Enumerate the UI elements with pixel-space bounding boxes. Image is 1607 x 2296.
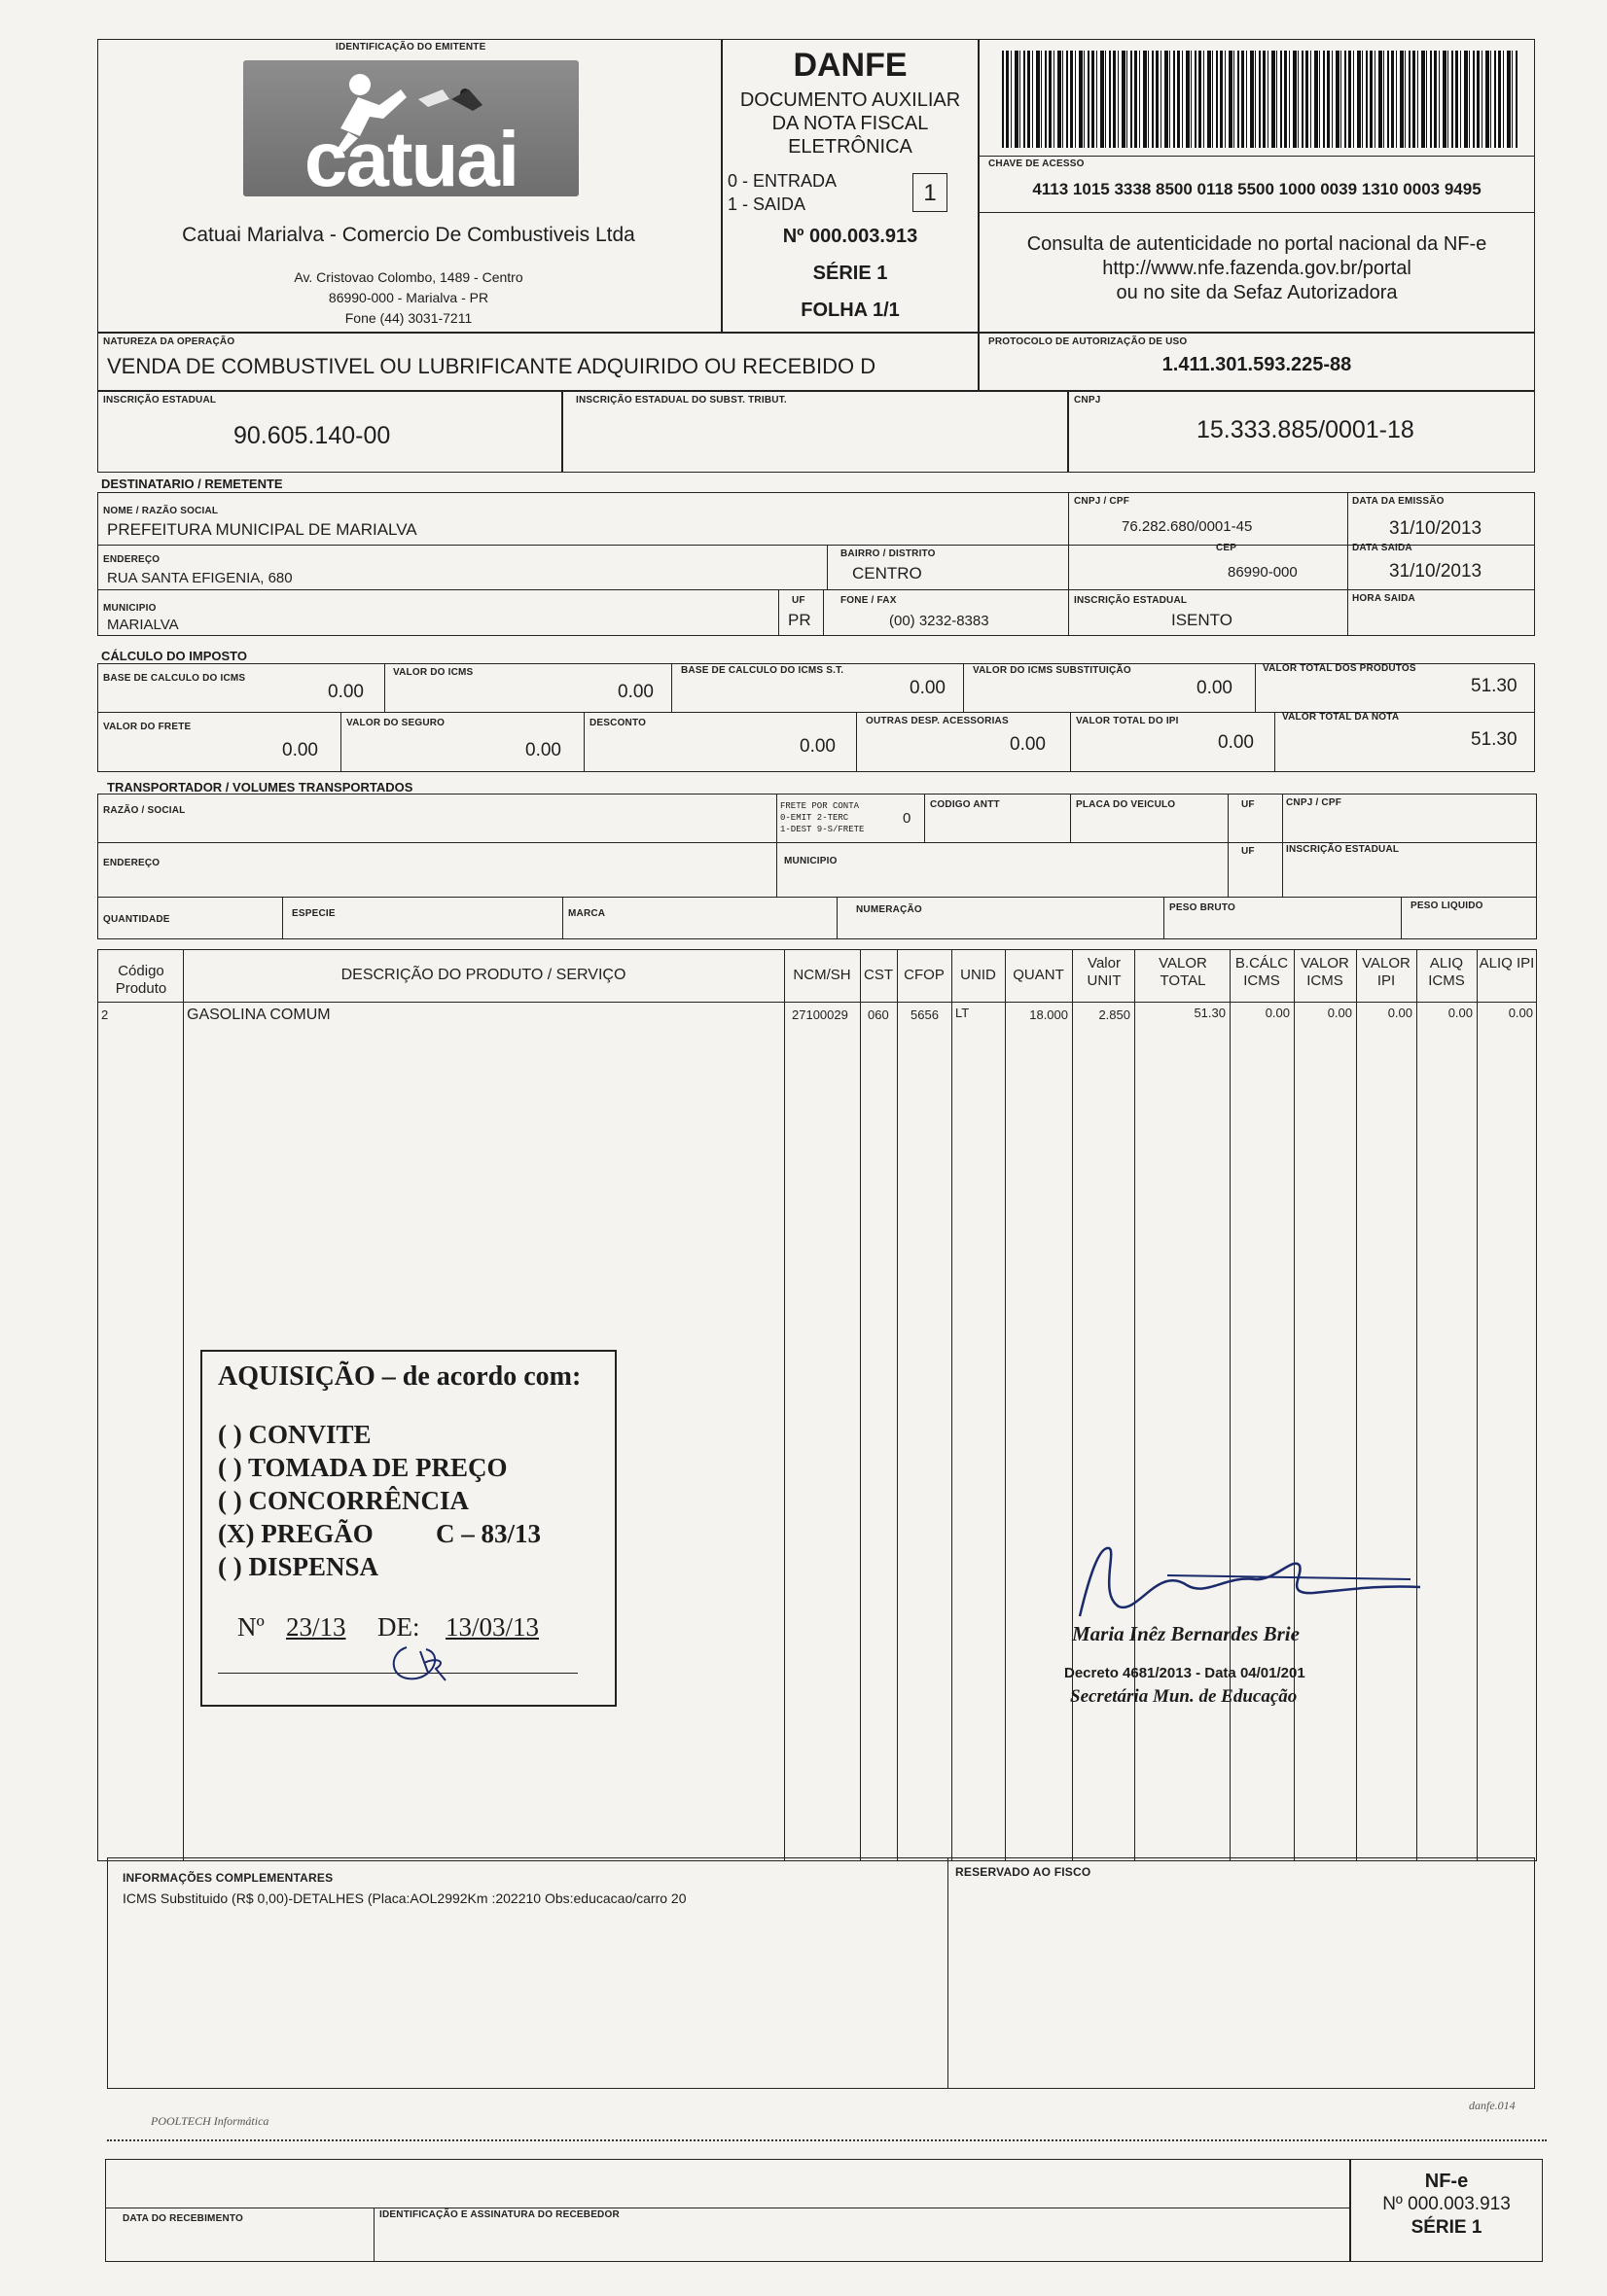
- col-header-vipi: VALOR IPI: [1362, 955, 1411, 989]
- recipient-phone-label: FONE / FAX: [840, 595, 897, 606]
- recipient-cep-label: CEP: [1216, 543, 1237, 553]
- ipi-value: 0.00: [1218, 732, 1254, 753]
- carrier-address-label: ENDEREÇO: [103, 858, 161, 868]
- signature-scribble-icon: [1060, 1537, 1430, 1624]
- recipient-ie-value: ISENTO: [1171, 611, 1232, 629]
- total-products-label: VALOR TOTAL DOS PRODUTOS: [1263, 663, 1416, 674]
- company-logo: [243, 60, 579, 202]
- ie-label: INSCRIÇÃO ESTADUAL: [103, 395, 217, 406]
- access-key-label: CHAVE DE ACESSO: [988, 159, 1085, 169]
- recipient-district-label: BAIRRO / DISTRITO: [840, 548, 936, 559]
- stamp-option-pregao: (X) PREGÃO: [218, 1519, 374, 1548]
- recipient-cnpj-label: CNPJ / CPF: [1074, 496, 1130, 507]
- danfe-subtitle-1: DOCUMENTO AUXILIAR: [739, 89, 961, 111]
- carrier-city-label: MUNICIPIO: [784, 856, 838, 866]
- base-st-value: 0.00: [910, 678, 946, 698]
- receipt-date-label: DATA DO RECEBIMENTO: [123, 2213, 243, 2224]
- nature-label: NATUREZA DA OPERAÇÃO: [103, 336, 235, 347]
- software-mark: POOLTECH Informática: [151, 2114, 269, 2128]
- vehicle-plate-label: PLACA DO VEICULO: [1076, 799, 1176, 810]
- total-note-value: 51.30: [1471, 729, 1518, 750]
- nfe-stub-number: Nº 000.003.913: [1382, 2194, 1511, 2214]
- stamp-pregao-ref: C – 83/13: [436, 1519, 541, 1548]
- item-total: 51.30: [1194, 1006, 1226, 1020]
- exit-date-value: 31/10/2013: [1389, 561, 1482, 582]
- base-icms-value: 0.00: [328, 682, 364, 702]
- carrier-uf-label: UF: [1241, 799, 1255, 810]
- signature-name: Maria Inêz Bernardes Brie: [1072, 1622, 1300, 1645]
- volumes-qty-label: QUANTIDADE: [103, 914, 170, 925]
- item-aliq-ipi: 0.00: [1508, 1006, 1533, 1020]
- icms-value: 0.00: [618, 682, 654, 702]
- col-header-unit: Valor UNIT: [1087, 955, 1122, 989]
- carrier-cnpj-label: CNPJ / CPF: [1286, 797, 1342, 808]
- recipient-city-label: MUNICIPIO: [103, 603, 157, 614]
- recipient-uf-value: PR: [788, 611, 811, 629]
- freight-mode-line1: FRETE POR CONTA: [780, 801, 860, 811]
- item-bc-icms: 0.00: [1265, 1006, 1290, 1020]
- item-ipi: 0.00: [1387, 1006, 1412, 1020]
- exit-date-label: DATA SAIDA: [1352, 543, 1412, 553]
- recipient-section-label: DESTINATARIO / REMETENTE: [101, 477, 283, 491]
- stamp-title: AQUISIÇÃO – de acordo com:: [218, 1361, 582, 1392]
- stamp-date-value: 13/03/13: [446, 1612, 540, 1642]
- recipient-uf-label: UF: [792, 595, 805, 606]
- consult-line2: http://www.nfe.fazenda.gov.br/portal: [1102, 258, 1411, 279]
- total-note-label: VALOR TOTAL DA NOTA: [1282, 712, 1400, 723]
- danfe-subtitle-2: DA NOTA FISCAL: [771, 113, 929, 134]
- col-header-aicms: ALIQ ICMS: [1428, 955, 1465, 989]
- col-header-cst: CST: [864, 967, 893, 983]
- base-st-label: BASE DE CALCULO DO ICMS S.T.: [681, 665, 844, 676]
- item-unit-value: 2.850: [1098, 1007, 1130, 1022]
- emitter-section-label: IDENTIFICAÇÃO DO EMITENTE: [336, 42, 486, 53]
- recipient-address-value: RUA SANTA EFIGENIA, 680: [107, 570, 293, 586]
- signature-decree: Decreto 4681/2013 - Data 04/01/201: [1064, 1665, 1305, 1681]
- col-header-code: Código Produto: [115, 963, 167, 997]
- other-expenses-value: 0.00: [1010, 734, 1046, 755]
- danfe-title: DANFE: [793, 47, 908, 84]
- protocol-label: PROTOCOLO DE AUTORIZAÇÃO DE USO: [988, 336, 1188, 347]
- volumes-numbering-label: NUMERAÇÃO: [856, 904, 922, 915]
- col-header-ncm: NCM/SH: [793, 967, 851, 983]
- carrier-uf2-label: UF: [1241, 846, 1255, 857]
- col-header-quant: QUANT: [1013, 967, 1064, 983]
- stamp-option-convite: ( ) CONVITE: [218, 1420, 372, 1449]
- transport-section-label: TRANSPORTADOR / VOLUMES TRANSPORTADOS: [107, 780, 413, 795]
- stamp-number-value: 23/13: [286, 1612, 346, 1642]
- freight-label: VALOR DO FRETE: [103, 722, 192, 732]
- stamp-number-prefix: Nº: [237, 1612, 265, 1642]
- antt-label: CODIGO ANTT: [930, 799, 1000, 810]
- recipient-box: [97, 492, 1535, 636]
- operation-type-box: 1: [912, 173, 947, 212]
- access-key-value: 4113 1015 3338 8500 0118 5500 1000 0039 1310 0003 9495: [1032, 180, 1482, 198]
- freight-mode-line3: 1-DEST 9-S/FRETE: [780, 825, 865, 834]
- emitter-company-name: Catuai Marialva - Comercio De Combustiveis Ltda: [182, 224, 635, 246]
- barcode: [1002, 51, 1518, 148]
- item-icms: 0.00: [1327, 1006, 1352, 1020]
- initials-scribble-icon: [377, 1634, 465, 1692]
- net-weight-label: PESO LIQUIDO: [1411, 901, 1483, 911]
- recipient-district-value: CENTRO: [852, 564, 922, 583]
- nfe-stub-title: NF-e: [1424, 2171, 1469, 2192]
- ipi-label: VALOR TOTAL DO IPI: [1076, 716, 1179, 726]
- emitter-address-line2: 86990-000 - Marialva - PR: [328, 290, 489, 305]
- recipient-address-label: ENDEREÇO: [103, 554, 161, 565]
- recipient-ie-label: INSCRIÇÃO ESTADUAL: [1074, 595, 1188, 606]
- emission-date-label: DATA DA EMISSÃO: [1352, 496, 1445, 507]
- cut-line: [107, 2139, 1547, 2141]
- col-header-vicms: VALOR ICMS: [1301, 955, 1349, 989]
- item-unid: LT: [955, 1006, 970, 1020]
- carrier-ie-label: INSCRIÇÃO ESTADUAL: [1286, 844, 1400, 855]
- recipient-phone-value: (00) 3232-8383: [889, 613, 989, 629]
- item-cst: 060: [868, 1007, 889, 1022]
- col-header-bcicms: B.CÁLC ICMS: [1234, 955, 1289, 989]
- carrier-name-label: RAZÃO / SOCIAL: [103, 805, 186, 816]
- logo-text: catuai: [304, 116, 518, 202]
- consult-line3: ou no site da Sefaz Autorizadora: [1116, 282, 1398, 303]
- item-aliq-icms: 0.00: [1447, 1006, 1473, 1020]
- danfe-folha: FOLHA 1/1: [801, 300, 900, 321]
- ie-value: 90.605.140-00: [233, 422, 391, 449]
- stamp-date-prefix: DE:: [377, 1612, 420, 1642]
- tax-section-label: CÁLCULO DO IMPOSTO: [101, 649, 247, 663]
- recipient-name-value: PREFEITURA MUNICIPAL DE MARIALVA: [107, 520, 417, 539]
- consult-line1: Consulta de autenticidade no portal nacional da NF-e: [1026, 233, 1487, 255]
- discount-value: 0.00: [800, 736, 836, 757]
- freight-value: 0.00: [282, 740, 318, 760]
- extra-info-value: ICMS Substituido (R$ 0,00)-DETALHES (Placa:AOL2992Km :202210 Obs:educacao/carro 20: [123, 1890, 687, 1906]
- nfe-stub-serie: SÉRIE 1: [1411, 2217, 1482, 2238]
- insurance-value: 0.00: [525, 740, 561, 760]
- exit-time-label: HORA SAIDA: [1352, 593, 1415, 604]
- stamp-option-tomada: ( ) TOMADA DE PREÇO: [218, 1453, 508, 1482]
- emission-date-value: 31/10/2013: [1389, 518, 1482, 539]
- recipient-cnpj-value: 76.282.680/0001-45: [1122, 518, 1253, 535]
- reserved-label: RESERVADO AO FISCO: [955, 1865, 1091, 1879]
- col-header-aipi: ALIQ IPI: [1479, 955, 1535, 971]
- receipt-box: [105, 2159, 1350, 2262]
- total-products-value: 51.30: [1471, 676, 1518, 696]
- entrada-option: 0 - ENTRADA: [728, 171, 838, 191]
- emitter-cnpj-label: CNPJ: [1074, 395, 1101, 406]
- form-mark: danfe.014: [1469, 2099, 1516, 2112]
- gross-weight-label: PESO BRUTO: [1169, 902, 1235, 913]
- item-quant: 18.000: [1029, 1007, 1068, 1022]
- item-cfop: 5656: [911, 1007, 939, 1022]
- col-header-cfop: CFOP: [904, 967, 945, 983]
- item-code: 2: [101, 1007, 109, 1022]
- danfe-serie: SÉRIE 1: [812, 263, 888, 284]
- ie-st-label: INSCRIÇÃO ESTADUAL DO SUBST. TRIBUT.: [576, 395, 787, 406]
- col-header-desc: DESCRIÇÃO DO PRODUTO / SERVIÇO: [340, 967, 626, 983]
- extra-info-label: INFORMAÇÕES COMPLEMENTARES: [123, 1871, 334, 1885]
- receipt-signature-label: IDENTIFICAÇÃO E ASSINATURA DO RECEBEDOR: [379, 2209, 620, 2220]
- danfe-subtitle-3: ELETRÔNICA: [788, 136, 912, 158]
- signature-role: Secretária Mun. de Educação: [1070, 1686, 1298, 1707]
- recipient-cep-value: 86990-000: [1228, 564, 1298, 581]
- icms-st-value: 0.00: [1196, 678, 1232, 698]
- col-header-total: VALOR TOTAL: [1159, 955, 1207, 989]
- nature-value: VENDA DE COMBUSTIVEL OU LUBRIFICANTE ADQUIRIDO OU RECEBIDO D: [107, 354, 876, 378]
- insurance-label: VALOR DO SEGURO: [346, 718, 446, 728]
- stamp-option-concorrencia: ( ) CONCORRÊNCIA: [218, 1486, 469, 1515]
- acquisition-stamp: [200, 1350, 617, 1707]
- item-desc: GASOLINA COMUM: [187, 1007, 331, 1023]
- volumes-species-label: ESPECIE: [292, 908, 336, 919]
- emitter-phone: Fone (44) 3031-7211: [344, 310, 473, 326]
- item-ncm: 27100029: [792, 1007, 848, 1022]
- stamp-option-dispensa: ( ) DISPENSA: [218, 1552, 379, 1581]
- icms-st-label: VALOR DO ICMS SUBSTITUIÇÃO: [973, 665, 1131, 676]
- saida-option: 1 - SAIDA: [728, 194, 806, 214]
- recipient-city-value: MARIALVA: [107, 617, 179, 633]
- protocol-value: 1.411.301.593.225-88: [1161, 354, 1352, 375]
- emitter-cnpj-value: 15.333.885/0001-18: [1196, 416, 1414, 443]
- freight-mode-value: 0: [903, 810, 911, 827]
- volumes-brand-label: MARCA: [568, 908, 606, 919]
- freight-mode-line2: 0-EMIT 2-TERC: [780, 813, 849, 823]
- base-icms-label: BASE DE CALCULO DO ICMS: [103, 673, 246, 684]
- icms-label: VALOR DO ICMS: [393, 667, 474, 678]
- other-expenses-label: OUTRAS DESP. ACESSORIAS: [866, 716, 1009, 726]
- recipient-name-label: NOME / RAZÃO SOCIAL: [103, 506, 219, 516]
- col-header-unid: UNID: [960, 967, 996, 983]
- emitter-address-line1: Av. Cristovao Colombo, 1489 - Centro: [294, 269, 523, 285]
- discount-label: DESCONTO: [589, 718, 647, 728]
- danfe-number: Nº 000.003.913: [782, 226, 918, 247]
